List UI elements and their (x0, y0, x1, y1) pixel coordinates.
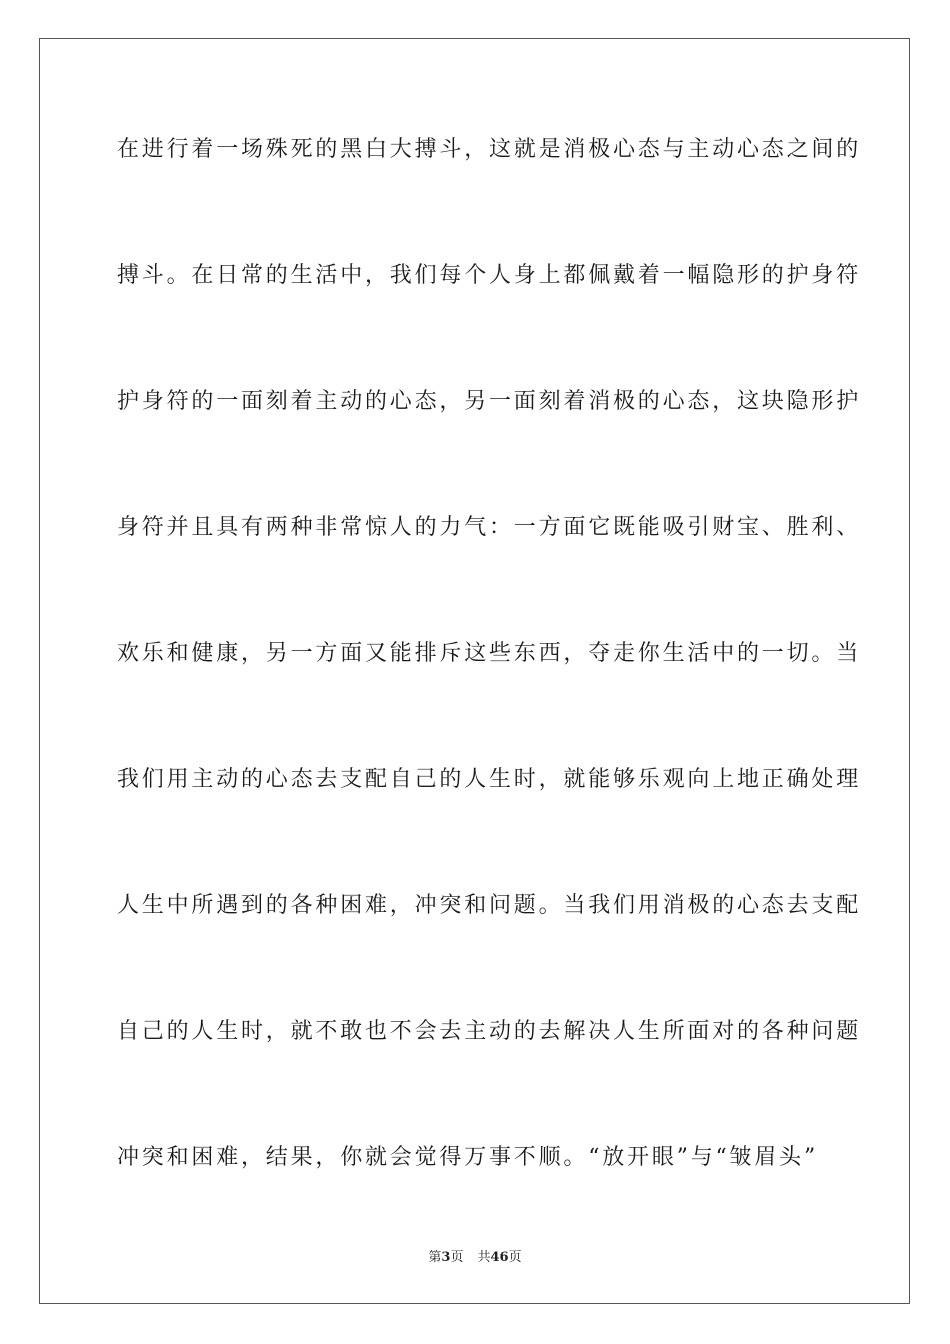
body-line-1: 在进行着一场殊死的黑白大搏斗，这就是消极心态与主动心态之间的 (117, 137, 862, 162)
body-line-4: 身符并且具有两种非常惊人的力气：一方面它既能吸引财宝、胜利、 (117, 515, 862, 540)
body-line-7: 人生中所遇到的各种困难，冲突和问题。当我们用消极的心态去支配 (117, 893, 862, 918)
body-line-2: 搏斗。在日常的生活中，我们每个人身上都佩戴着一幅隐形的护身符 (117, 263, 862, 288)
page-prefix: 第 (428, 1250, 442, 1265)
total-prefix: 共 (477, 1250, 491, 1265)
page-number: 3 (441, 1250, 451, 1265)
body-line-9: 冲突和困难，结果，你就会觉得万事不顺。“放开眼”与“皱眉头” (117, 1145, 818, 1170)
body-line-6: 我们用主动的心态去支配自己的人生时，就能够乐观向上地正确处理 (117, 767, 862, 792)
body-line-5: 欢乐和健康，另一方面又能排斥这些东西，夺走你生活中的一切。当 (117, 641, 862, 666)
document-body (117, 130, 862, 1264)
body-line-3: 护身符的一面刻着主动的心态，另一面刻着消极的心态，这块隐形护 (117, 389, 862, 414)
page-suffix: 页 (450, 1250, 464, 1265)
body-line-8: 自己的人生时，就不敢也不会去主动的去解决人生所面对的各种问题 (117, 1019, 862, 1044)
total-suffix: 页 (508, 1250, 522, 1265)
page-footer (0, 1248, 950, 1268)
total-pages: 46 (490, 1250, 509, 1265)
